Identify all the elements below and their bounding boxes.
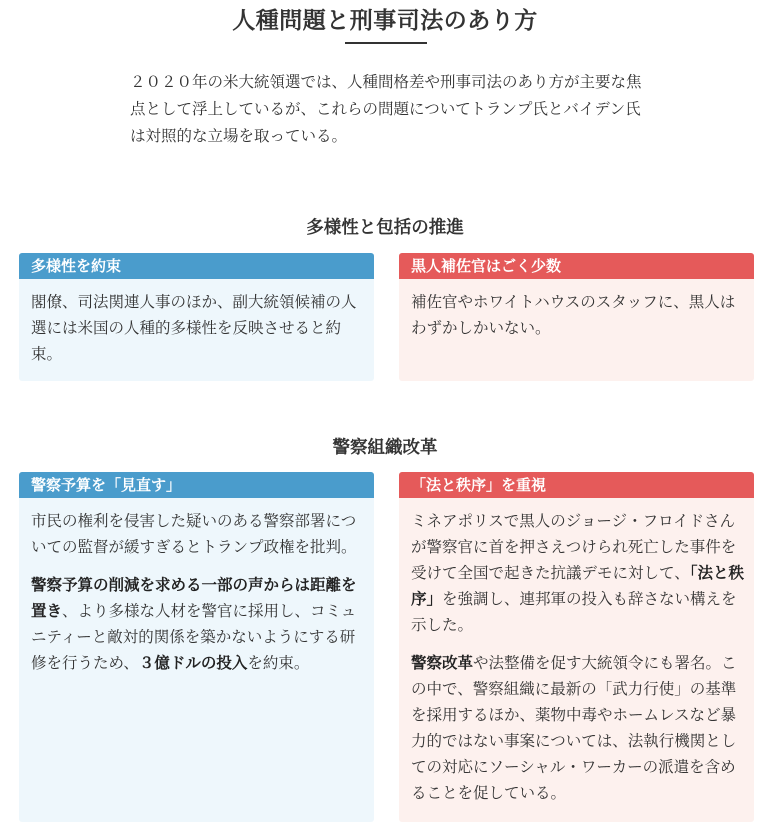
body-text: 補佐官やホワイトハウスのスタッフに、黒人はわずかしかいない。 [411, 293, 736, 337]
card-paragraph [31, 572, 364, 676]
card-body [19, 498, 374, 686]
body-text: 閣僚、司法関連人事のほか、副大統領候補の人選には米国の人種的多様性を反映させると約束。 [31, 293, 357, 363]
emphasized-text: ３億ドルの投入 [138, 654, 248, 672]
body-text: 市民の権利を侵害した疑いのある警察部署についての監督が緩すぎるとトランプ政権を批判。 [31, 512, 357, 556]
card-paragraph [411, 508, 744, 638]
biden-diversity-card [19, 253, 374, 381]
title-underline [345, 42, 427, 44]
card-title: 警察予算を「見直す」 [19, 472, 374, 498]
card-body [19, 279, 374, 377]
card-title: 「法と秩序」を重視 [399, 472, 754, 498]
card-paragraph [31, 289, 364, 367]
body-text: 、より多様な人材を警官に採用し、コミュニティーと敵対的関係を築かないようにする研修を行うため、 [31, 602, 357, 672]
body-text: や法整備を促す大統領令にも署名。この中で、警察組織に最新の「武力行使」の基準を採用するほか、薬物中毒やホームレスなど暴力的ではない事案については、法執行機関としての対応にソーシャル・ワーカーの派遣を含めることを促している。 [411, 654, 737, 802]
emphasized-text: 警察改革 [411, 654, 474, 672]
intro-paragraph: ２０２０年の米大統領選では、人種間格差や刑事司法のあり方が主要な焦点として浮上しているが、これらの問題についてトランプ氏とバイデン氏は対照的な立場を取っている。 [130, 73, 642, 145]
emphasized-text: 「法と秩序」 [411, 564, 744, 608]
card-body [399, 498, 754, 816]
section-heading-diversity: 多様性と包括の推進 [306, 218, 464, 238]
card-title: 黒人補佐官はごく少数 [399, 253, 754, 279]
biden-police-card [19, 472, 374, 822]
card-paragraph [411, 650, 744, 806]
trump-police-card [399, 472, 754, 822]
card-body [399, 279, 754, 351]
body-text: を強調し、連邦軍の投入も辞さない構えを示した。 [411, 590, 737, 634]
trump-diversity-card [399, 253, 754, 381]
body-text: を約束。 [247, 654, 310, 672]
card-title: 多様性を約束 [19, 253, 374, 279]
card-paragraph [31, 508, 364, 560]
section-heading-police: 警察組織改革 [332, 438, 438, 458]
card-paragraph [411, 289, 744, 341]
emphasized-text: 警察予算の削減を求める一部の声からは距離を置き [31, 576, 357, 620]
page-title: 人種問題と刑事司法のあり方 [232, 8, 538, 34]
body-text: ミネアポリスで黒人のジョージ・フロイドさんが警察官に首を押さえつけられ死亡した事件を受けて全国で起きた抗議デモに対して、 [411, 512, 737, 582]
